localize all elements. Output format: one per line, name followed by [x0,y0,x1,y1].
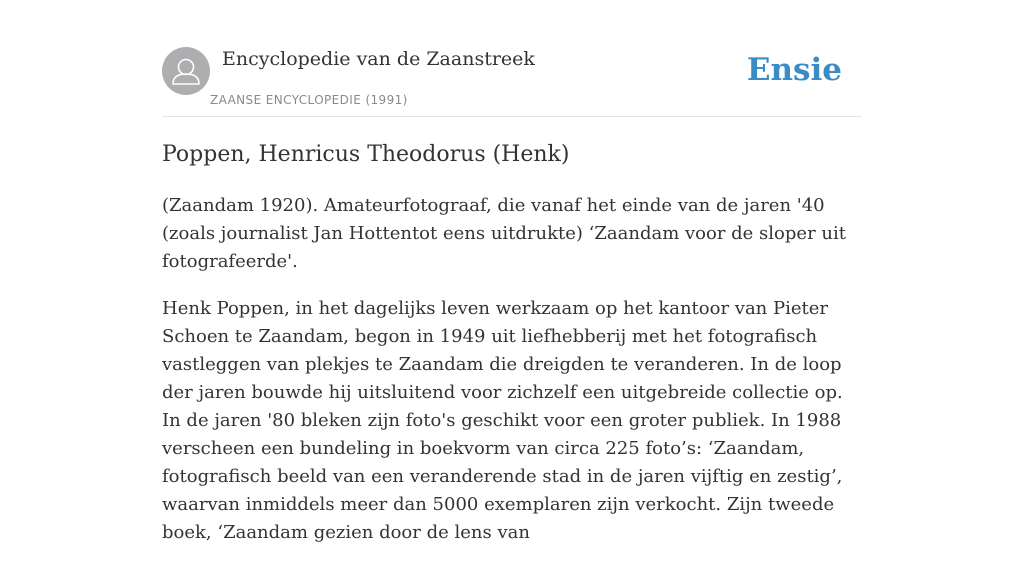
avatar-graphic [162,47,210,95]
source-header [162,47,862,117]
source-subtitle[interactable]: ZAANSE ENCYCLOPEDIE (1991) [210,93,408,107]
brand-logo[interactable]: Ensie [746,52,842,88]
person-outline-icon[interactable] [162,47,210,95]
source-title[interactable]: Encyclopedie van de Zaanstreek [222,48,535,70]
article-body [162,192,864,566]
article-title: Poppen, Henricus Theodorus (Henk) [162,142,570,167]
article-paragraph: (Zaandam 1920). Amateurfotograaf, die vanaf het einde van de jaren '40 (zoals journalist Jan Hottentot eens uitdrukte) ‘Zaandam voor de sloper uit fotografeerde'. [162,195,846,272]
article-paragraph: Henk Poppen, in het dagelijks leven werkzaam op het kantoor van Pieter Schoen te Zaandam, begon in 1949 uit liefhebberij met het fotografisch vastleggen van plekjes te Zaandam die dreigden te veranderen. In de loop der jaren bouwde hij uitsluitend voor zichzelf een uitgebreide collectie op. In de jaren '80 bleken zijn foto's geschikt voor een groter publiek. In 1988 verscheen een bundeling in boekvorm van circa 225 foto’s: ‘Zaandam, fotografisch beeld van een veranderende stad in de jaren vijftig en zestig’, waarvan inmiddels meer dan 5000 exemplaren zijn verkocht. Zijn tweede boek, ‘Zaandam gezien door de lens van [162,298,843,543]
